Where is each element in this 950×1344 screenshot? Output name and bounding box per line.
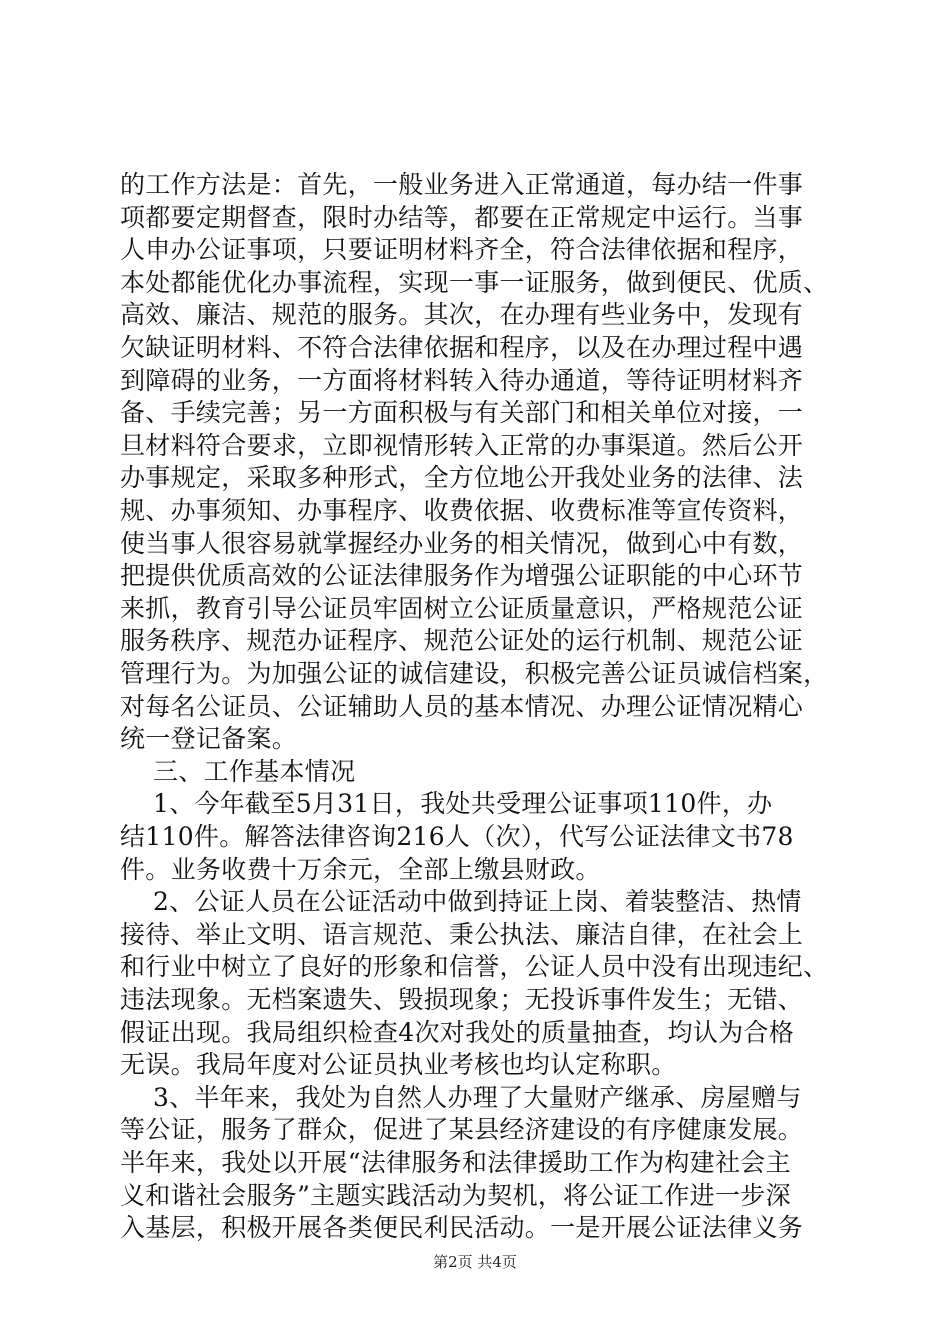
page-number-footer: 第2页 共4页 xyxy=(433,1253,517,1271)
body-text-line: 服务秩序、规范办证程序、规范公证处的运行机制、规范公证 xyxy=(120,626,804,656)
body-text-line: 项都要定期督查，限时办结等，都要在正常规定中运行。当事 xyxy=(120,202,804,232)
body-text-line: 规、办事须知、办事程序、收费依据、收费标准等宣传资料， xyxy=(120,496,804,525)
body-text-line: 把提供优质高效的公证法律服务作为增强公证职能的中心环节 xyxy=(120,561,804,591)
body-text-line: 无误。我局年度对公证员执业考核也均认定称职。 xyxy=(120,1050,677,1080)
body-text-line: 违法现象。无档案遗失、毁损现象；无投诉事件发生；无错、 xyxy=(120,985,804,1014)
body-text-line: 2、公证人员在公证活动中做到持证上岗、着装整洁、热情 xyxy=(120,887,802,917)
body-text-line: 统一登记备案。 xyxy=(120,724,298,754)
body-text-line: 和行业中树立了良好的形象和信誉，公证人员中没有出现违纪、 xyxy=(120,952,829,982)
body-text-line: 本处都能优化办事流程，实现一事一证服务，做到便民、优质、 xyxy=(120,267,829,297)
body-text-line: 半年来，我处以开展“法律服务和法律援助工作为构建社会主 xyxy=(120,1148,791,1177)
body-text-line: 办事规定，采取多种形式，全方位地公开我处业务的法律、法 xyxy=(120,463,804,493)
body-text-line: 接待、举止文明、语言规范、秉公执法、廉洁自律，在社会上 xyxy=(120,919,804,949)
body-text-line: 1、今年截至5月31日，我处共受理公证事项110件，办 xyxy=(120,789,773,819)
body-text-line: 入基层，积极开展各类便民利民活动。一是开展公证法律义务 xyxy=(120,1213,804,1243)
body-text-line: 的工作方法是：首先，一般业务进入正常通道，每办结一件事 xyxy=(120,170,804,199)
body-text-line: 使当事人很容易就掌握经办业务的相关情况，做到心中有数， xyxy=(120,528,804,558)
body-text-line: 旦材料符合要求，立即视情形转入正常的办事渠道。然后公开 xyxy=(120,430,804,460)
body-text-line: 结110件。解答法律咨询216人（次），代写公证法律文书78 xyxy=(120,822,794,851)
body-text-line: 高效、廉洁、规范的服务。其次，在办理有些业务中，发现有 xyxy=(120,300,804,330)
body-text-line: 到障碍的业务，一方面将材料转入待办通道，等待证明材料齐 xyxy=(120,365,804,395)
body-text-line: 人申办公证事项，只要证明材料齐全，符合法律依据和程序， xyxy=(120,235,804,265)
body-text-line: 义和谐社会服务”主题实践活动为契机，将公证工作进一步深 xyxy=(120,1180,791,1210)
body-text-line: 对每名公证员、公证辅助人员的基本情况、办理公证情况精心 xyxy=(120,691,804,721)
body-text-line: 3、半年来，我处为自然人办理了大量财产继承、房屋赠与 xyxy=(120,1082,802,1112)
body-text-line: 等公证，服务了群众，促进了某县经济建设的有序健康发展。 xyxy=(120,1115,804,1145)
body-text-line: 假证出现。我局组织检查4次对我处的质量抽查，均认为合格 xyxy=(120,1017,795,1047)
body-text-line: 来抓，教育引导公证员牢固树立公证质量意识，严格规范公证 xyxy=(120,593,804,623)
body-text-line: 件。业务收费十万余元，全部上缴县财政。 xyxy=(120,854,601,884)
body-text-line: 备、手续完善；另一方面积极与有关部门和相关单位对接，一 xyxy=(120,398,804,428)
section-heading: 三、工作基本情况 xyxy=(120,756,356,786)
body-text-line: 欠缺证明材料、不符合法律依据和程序，以及在办理过程中遇 xyxy=(120,333,804,362)
body-text-line: 管理行为。为加强公证的诚信建设，积极完善公证员诚信档案， xyxy=(120,659,829,688)
